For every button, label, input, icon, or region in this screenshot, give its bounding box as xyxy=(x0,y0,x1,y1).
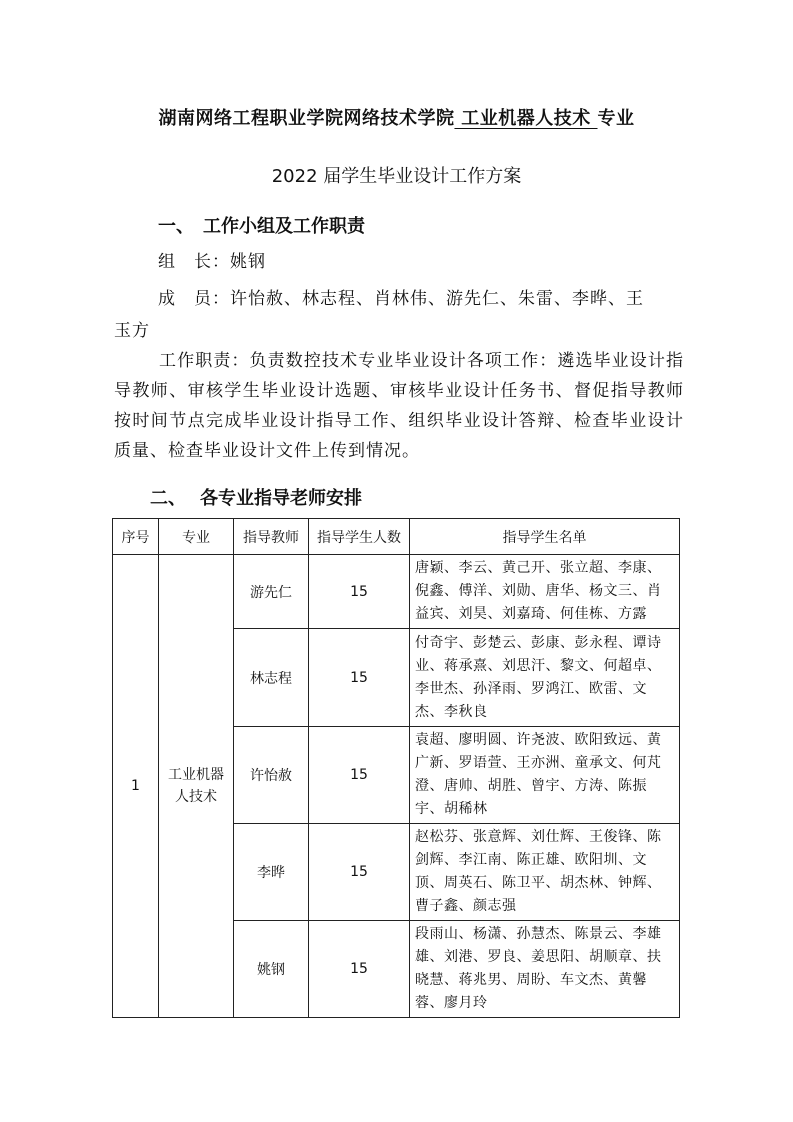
cell-students: 唐颖、李云、黄己开、张立超、李康、倪鑫、傅洋、刘勋、唐华、杨文三、肖益宾、刘昊、刘嘉琦、何佳栋、方露 xyxy=(410,555,680,629)
members-list-1: 许怡赦、林志程、肖林伟、游先仁、朱雷、李晔、王 xyxy=(230,289,644,309)
members-line xyxy=(158,284,644,309)
section1-title: 工作小组及工作职责 xyxy=(203,216,365,237)
section2-title: 各专业指导老师安排 xyxy=(200,488,362,509)
cell-count: 15 xyxy=(309,824,410,921)
section1-number: 一、 xyxy=(158,216,194,237)
header-students: 指导学生名单 xyxy=(410,519,680,555)
cell-seq: 1 xyxy=(113,555,159,1018)
cell-teacher: 许怡赦 xyxy=(234,727,309,824)
teacher-assignment-table xyxy=(112,518,680,1018)
cell-students: 袁超、廖明圆、许尧波、欧阳致远、黄广新、罗语萱、王亦洲、童承文、何芃澄、唐帅、胡胜、曾宇、方涛、陈振宇、胡稀林 xyxy=(410,727,680,824)
cell-major: 工业机器人技术 xyxy=(159,555,234,1018)
cell-teacher: 李晔 xyxy=(234,824,309,921)
header-major: 专业 xyxy=(159,519,234,555)
section2-heading xyxy=(150,484,362,510)
title-part2: 专业 xyxy=(597,108,635,129)
cell-students: 赵松芬、张意辉、刘仕辉、王俊锋、陈剑辉、李江南、陈正雄、欧阳圳、文顶、周英石、陈卫平、胡杰林、钟辉、曹子鑫、颜志强 xyxy=(410,824,680,921)
document-subtitle: 2022 届学生毕业设计工作方案 xyxy=(271,166,522,187)
cell-teacher: 林志程 xyxy=(234,629,309,727)
section1-heading xyxy=(158,212,365,238)
cell-teacher: 姚钢 xyxy=(234,921,309,1018)
header-seq: 序号 xyxy=(113,519,159,555)
table-header-row xyxy=(113,519,680,555)
leader-name: 姚钢 xyxy=(230,252,266,272)
members-list-2: 玉方 xyxy=(114,321,150,341)
document-title xyxy=(0,104,793,130)
leader-line xyxy=(158,247,266,272)
leader-label: 组 长： xyxy=(158,252,230,272)
section2-number: 二、 xyxy=(150,488,186,509)
cell-count: 15 xyxy=(309,921,410,1018)
cell-count: 15 xyxy=(309,727,410,824)
cell-students: 段雨山、杨潇、孙慧杰、陈景云、李雄雄、刘港、罗良、姜思阳、胡顺章、扶晓慧、蒋兆男、周盼、车文杰、黄馨蓉、廖月玲 xyxy=(410,921,680,1018)
cell-teacher: 游先仁 xyxy=(234,555,309,629)
title-part1: 湖南网络工程职业学院网络技术学院 xyxy=(158,108,455,129)
table-row xyxy=(113,555,680,629)
duties-paragraph: 工作职责：负责数控技术专业毕业设计各项工作：遴选毕业设计指导教师、审核学生毕业设计选题、审核毕业设计任务书、督促指导教师按时间节点完成毕业设计指导工作、组织毕业设计答辩、检查毕业设计质量、检查毕业设计文件上传到情况。 xyxy=(114,351,684,461)
header-teacher: 指导教师 xyxy=(234,519,309,555)
members-label: 成 员： xyxy=(158,289,230,309)
title-major: 工业机器人技术 xyxy=(454,108,598,129)
cell-students: 付奇宇、彭楚云、彭康、彭永程、谭诗业、蒋承熹、刘思汗、黎文、何超卓、李世杰、孙泽雨、罗鸿江、欧雷、文杰、李秋良 xyxy=(410,629,680,727)
header-count: 指导学生人数 xyxy=(309,519,410,555)
cell-count: 15 xyxy=(309,555,410,629)
cell-count: 15 xyxy=(309,629,410,727)
